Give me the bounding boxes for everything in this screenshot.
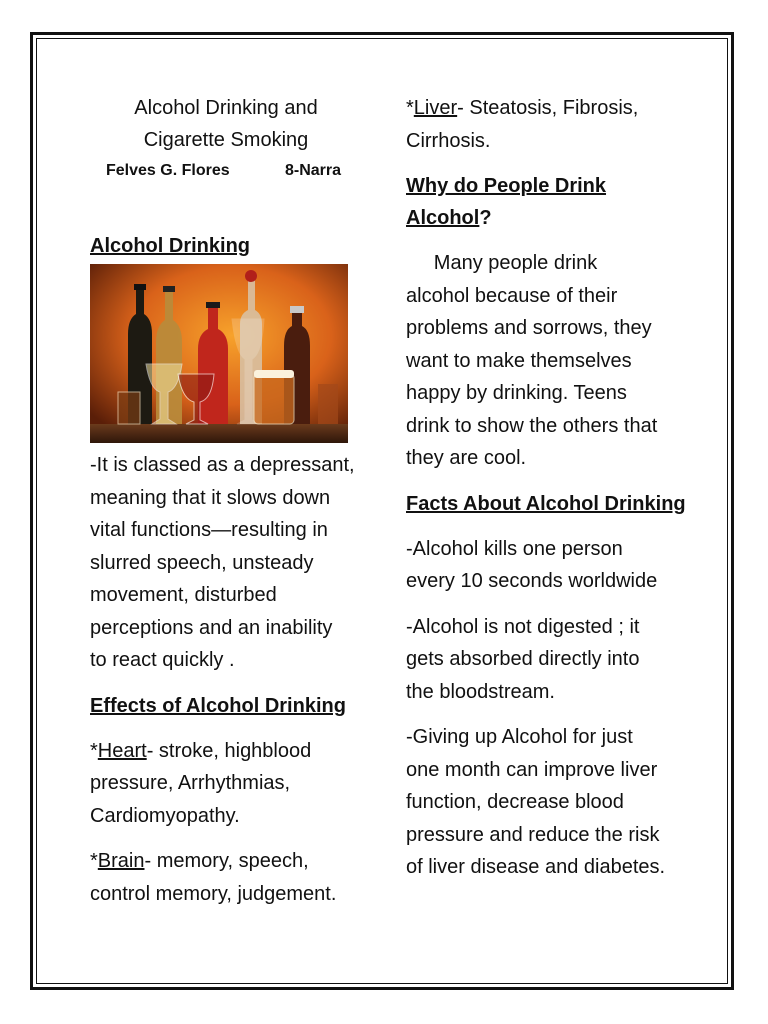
bullet-marker: *	[90, 739, 98, 762]
effect-brain	[90, 845, 370, 910]
text-line: every 10 seconds worldwide	[406, 570, 658, 592]
fact-item	[406, 611, 696, 709]
text-line: of liver disease and diabetes.	[406, 856, 666, 878]
title-line-1: Alcohol Drinking and	[134, 97, 318, 119]
section-heading-effects: Effects of Alcohol Drinking	[90, 694, 346, 717]
effect-text: - memory, speech,	[144, 850, 309, 872]
text-line: slurred speech, unsteady	[90, 551, 314, 574]
section-heading-why-line-1: Why do People Drink	[406, 175, 607, 197]
text-line	[406, 92, 696, 125]
text-line: -Alcohol kills one person	[406, 537, 623, 560]
effect-text: - stroke, highblood	[146, 739, 312, 762]
text-line: Cardiomyopathy.	[90, 804, 240, 827]
title-line-2: Cigarette Smoking	[143, 129, 309, 151]
text-line: to react quickly .	[90, 649, 235, 671]
text-line: Many people drink	[406, 252, 598, 274]
text-line: gets absorbed directly into	[406, 648, 640, 670]
text-line: movement, disturbed	[90, 584, 277, 606]
text-line: -It is classed as a depressant,	[90, 454, 355, 476]
author-name: Felves G. Flores	[106, 162, 230, 179]
fact-item	[406, 721, 696, 884]
text-line: -Alcohol is not digested ; it	[406, 615, 640, 638]
organ-label-heart: Heart	[97, 739, 147, 762]
text-line: perceptions and an inability	[90, 616, 333, 639]
text-line: function, decrease blood	[406, 791, 624, 813]
text-line: -Giving up Alcohol for just	[406, 726, 633, 748]
text-line: want to make themselves	[406, 349, 632, 372]
byline	[90, 162, 362, 184]
bullet-marker: *	[90, 850, 98, 872]
effect-heart	[90, 735, 370, 833]
section-heading-alcohol-drinking: Alcohol Drinking	[90, 235, 250, 257]
class-section: 8-Narra	[285, 162, 342, 179]
text-line: alcohol because of their	[406, 284, 618, 307]
text-line: they are cool.	[406, 447, 527, 469]
bullet-marker: *	[406, 97, 414, 119]
section-heading-facts: Facts About Alcohol Drinking	[406, 492, 686, 515]
text-line: the bloodstream.	[406, 680, 555, 703]
text-line: pressure, Arrhythmias,	[90, 772, 291, 794]
text-line: control memory, judgement.	[90, 882, 337, 905]
text-line	[90, 735, 370, 768]
text-line: happy by drinking. Teens	[406, 382, 627, 404]
why-people-drink-text	[406, 247, 696, 475]
heading-question-mark: ?	[479, 207, 492, 229]
text-line: Cirrhosis.	[406, 129, 491, 152]
section-heading-why-line-2	[406, 202, 696, 234]
organ-label-brain: Brain	[97, 850, 145, 872]
text-line: one month can improve liver	[406, 758, 658, 781]
organ-label-liver: Liver	[413, 97, 458, 119]
text-line: pressure and reduce the risk	[406, 823, 660, 846]
text-line	[90, 845, 370, 878]
right-column	[406, 92, 696, 884]
heading-word-alcohol: Alcohol	[406, 207, 480, 229]
effect-text: - Steatosis, Fibrosis,	[457, 97, 639, 119]
alcohol-bottles-photo	[90, 264, 348, 443]
fact-item	[406, 533, 696, 598]
text-line: vital functions—resulting in	[90, 519, 328, 541]
text-line: drink to show the others that	[406, 414, 658, 437]
depressant-description	[90, 449, 370, 677]
text-line: meaning that it slows down	[90, 486, 331, 509]
left-column	[90, 92, 370, 910]
text-line: problems and sorrows, they	[406, 317, 652, 339]
effect-liver	[406, 92, 696, 157]
